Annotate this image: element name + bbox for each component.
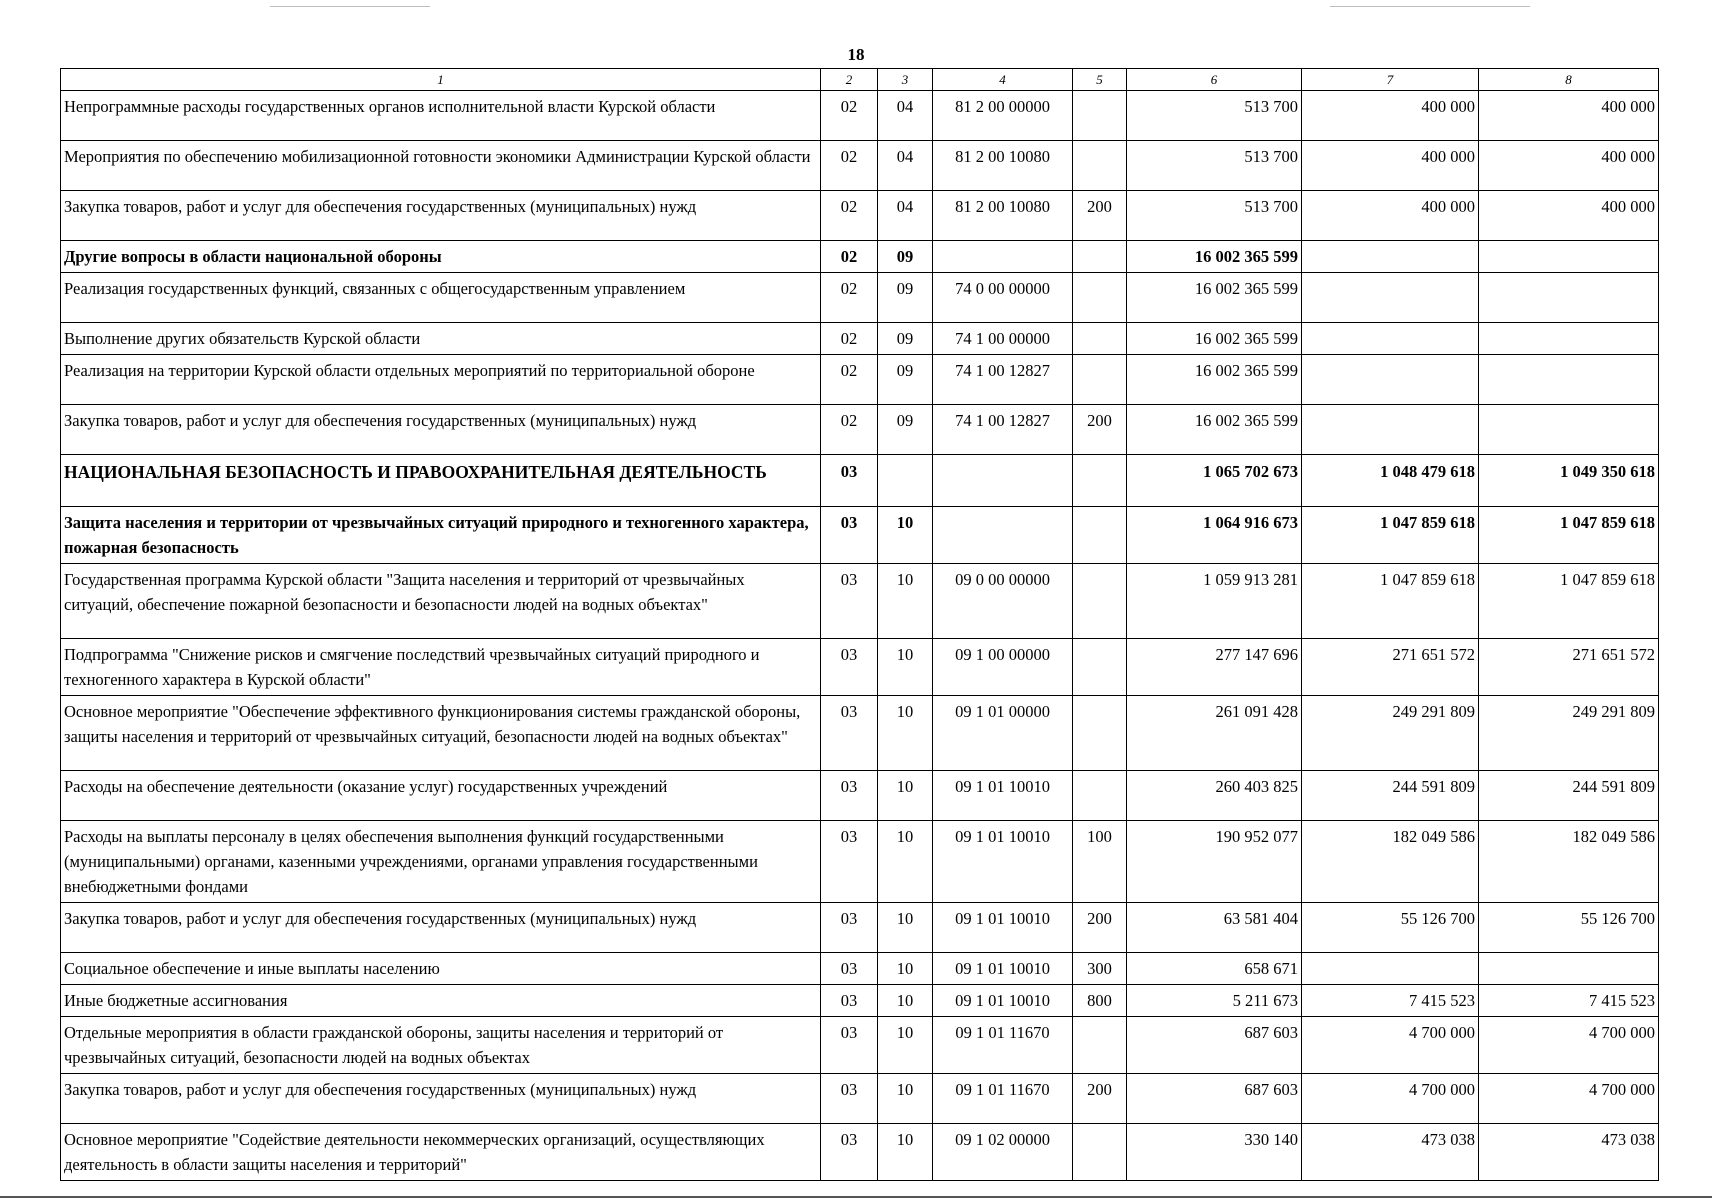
header-cell: 3 [878,69,933,91]
expense-type-cell [1073,1017,1127,1074]
subsection-code-cell: 10 [878,1074,933,1124]
amount-year1-cell: 63 581 404 [1127,903,1302,953]
budget-table [60,68,1659,1181]
subsection-code-cell: 10 [878,696,933,771]
amount-year3-cell: 4 700 000 [1479,1017,1659,1074]
header-cell: 6 [1127,69,1302,91]
scan-artifact-line [270,6,430,7]
section-code-cell: 02 [821,405,878,455]
table-row [61,507,1659,564]
row-name-cell: Основное мероприятие "Обеспечение эффективного функционирования системы гражданской обороны, защиты населения и территорий от чрезвычайных ситуаций, безопасности людей на водных объектах" [61,696,821,771]
expense-type-cell: 800 [1073,985,1127,1017]
amount-year1-cell: 277 147 696 [1127,639,1302,696]
table-row [61,1017,1659,1074]
target-article-cell: 74 1 00 12827 [933,355,1073,405]
amount-year1-cell: 1 065 702 673 [1127,455,1302,507]
subsection-code-cell: 10 [878,507,933,564]
row-name-cell: Отдельные мероприятия в области гражданской обороны, защиты населения и территорий от чрезвычайных ситуаций, безопасности людей на водных объектах [61,1017,821,1074]
amount-year2-cell [1302,241,1479,273]
target-article-cell: 09 1 01 00000 [933,696,1073,771]
expense-type-cell [1073,507,1127,564]
target-article-cell: 09 1 01 10010 [933,985,1073,1017]
table-row [61,355,1659,405]
amount-year1-cell: 658 671 [1127,953,1302,985]
section-code-cell: 03 [821,564,878,639]
amount-year3-cell: 400 000 [1479,141,1659,191]
subsection-code-cell: 10 [878,564,933,639]
header-cell: 4 [933,69,1073,91]
row-name-cell: Непрограммные расходы государственных органов исполнительной власти Курской области [61,91,821,141]
section-code-cell: 02 [821,323,878,355]
section-code-cell: 02 [821,241,878,273]
section-code-cell: 03 [821,821,878,903]
amount-year1-cell: 16 002 365 599 [1127,273,1302,323]
subsection-code-cell: 10 [878,821,933,903]
amount-year3-cell: 400 000 [1479,91,1659,141]
row-name-cell: Расходы на выплаты персоналу в целях обеспечения выполнения функций государственными (муниципальными) органами, казенными учреждениями, органами управления государственными внебюджетными фондами [61,821,821,903]
target-article-cell: 74 1 00 12827 [933,405,1073,455]
target-article-cell: 09 1 01 11670 [933,1017,1073,1074]
subsection-code-cell: 04 [878,191,933,241]
target-article-cell: 81 2 00 00000 [933,91,1073,141]
expense-type-cell [1073,91,1127,141]
amount-year1-cell: 16 002 365 599 [1127,355,1302,405]
table-row [61,696,1659,771]
amount-year2-cell [1302,355,1479,405]
amount-year1-cell: 261 091 428 [1127,696,1302,771]
section-code-cell: 03 [821,1074,878,1124]
target-article-cell: 09 1 01 11670 [933,1074,1073,1124]
amount-year3-cell: 249 291 809 [1479,696,1659,771]
subsection-code-cell: 10 [878,1124,933,1181]
section-code-cell: 02 [821,273,878,323]
row-name-cell: Другие вопросы в области национальной обороны [61,241,821,273]
amount-year1-cell: 687 603 [1127,1017,1302,1074]
header-cell: 2 [821,69,878,91]
expense-type-cell [1073,273,1127,323]
subsection-code-cell: 09 [878,241,933,273]
section-code-cell: 03 [821,985,878,1017]
amount-year3-cell: 55 126 700 [1479,903,1659,953]
target-article-cell: 09 1 01 10010 [933,771,1073,821]
table-row [61,903,1659,953]
table-row [61,953,1659,985]
subsection-code-cell: 09 [878,405,933,455]
row-name-cell: Закупка товаров, работ и услуг для обеспечения государственных (муниципальных) нужд [61,191,821,241]
amount-year3-cell [1479,953,1659,985]
target-article-cell: 09 0 00 00000 [933,564,1073,639]
subsection-code-cell: 10 [878,953,933,985]
section-code-cell: 02 [821,355,878,405]
table-row [61,241,1659,273]
header-cell: 8 [1479,69,1659,91]
target-article-cell: 09 1 02 00000 [933,1124,1073,1181]
expense-type-cell [1073,355,1127,405]
amount-year3-cell [1479,273,1659,323]
row-name-cell: Закупка товаров, работ и услуг для обеспечения государственных (муниципальных) нужд [61,405,821,455]
table-row [61,821,1659,903]
table-header-row [61,69,1659,91]
expense-type-cell: 200 [1073,903,1127,953]
amount-year1-cell: 330 140 [1127,1124,1302,1181]
target-article-cell: 81 2 00 10080 [933,141,1073,191]
amount-year1-cell: 513 700 [1127,91,1302,141]
table-row [61,639,1659,696]
subsection-code-cell: 10 [878,771,933,821]
target-article-cell: 74 1 00 00000 [933,323,1073,355]
amount-year1-cell: 513 700 [1127,141,1302,191]
expense-type-cell: 200 [1073,191,1127,241]
expense-type-cell [1073,455,1127,507]
amount-year3-cell: 1 049 350 618 [1479,455,1659,507]
subsection-code-cell [878,455,933,507]
target-article-cell: 09 1 01 10010 [933,953,1073,985]
expense-type-cell: 100 [1073,821,1127,903]
header-cell: 5 [1073,69,1127,91]
page-bottom-edge [0,1196,1712,1198]
table-row [61,405,1659,455]
expense-type-cell: 200 [1073,1074,1127,1124]
subsection-code-cell: 09 [878,323,933,355]
amount-year3-cell: 271 651 572 [1479,639,1659,696]
section-code-cell: 03 [821,455,878,507]
expense-type-cell [1073,564,1127,639]
row-name-cell: Основное мероприятие "Содействие деятельности некоммерческих организаций, осуществляющих деятельность в области защиты населения и территорий" [61,1124,821,1181]
subsection-code-cell: 04 [878,91,933,141]
row-name-cell: Мероприятия по обеспечению мобилизационной готовности экономики Администрации Курской области [61,141,821,191]
amount-year2-cell [1302,323,1479,355]
amount-year1-cell: 16 002 365 599 [1127,241,1302,273]
amount-year1-cell: 260 403 825 [1127,771,1302,821]
subsection-code-cell: 09 [878,355,933,405]
amount-year1-cell: 513 700 [1127,191,1302,241]
table-row [61,141,1659,191]
target-article-cell [933,507,1073,564]
row-name-cell: Подпрограмма "Снижение рисков и смягчение последствий чрезвычайных ситуаций природного и техногенного характера в Курской области" [61,639,821,696]
amount-year3-cell: 400 000 [1479,191,1659,241]
table-row [61,985,1659,1017]
section-code-cell: 03 [821,903,878,953]
amount-year3-cell: 4 700 000 [1479,1074,1659,1124]
row-name-cell: Расходы на обеспечение деятельности (оказание услуг) государственных учреждений [61,771,821,821]
row-name-cell: Реализация государственных функций, связанных с общегосударственным управлением [61,273,821,323]
amount-year2-cell: 1 047 859 618 [1302,507,1479,564]
amount-year1-cell: 1 059 913 281 [1127,564,1302,639]
amount-year2-cell: 1 047 859 618 [1302,564,1479,639]
section-code-cell: 02 [821,91,878,141]
target-article-cell: 81 2 00 10080 [933,191,1073,241]
table-row [61,1074,1659,1124]
row-name-cell: Защита населения и территории от чрезвычайных ситуаций природного и техногенного характера, пожарная безопасность [61,507,821,564]
table-row [61,91,1659,141]
row-name-cell: Реализация на территории Курской области отдельных мероприятий по территориальной обороне [61,355,821,405]
amount-year3-cell [1479,405,1659,455]
table-row [61,771,1659,821]
amount-year3-cell [1479,355,1659,405]
amount-year1-cell: 16 002 365 599 [1127,323,1302,355]
expense-type-cell [1073,141,1127,191]
row-name-cell: НАЦИОНАЛЬНАЯ БЕЗОПАСНОСТЬ И ПРАВООХРАНИТЕЛЬНАЯ ДЕЯТЕЛЬНОСТЬ [61,455,821,507]
amount-year2-cell: 7 415 523 [1302,985,1479,1017]
subsection-code-cell: 10 [878,903,933,953]
section-code-cell: 02 [821,141,878,191]
section-code-cell: 03 [821,771,878,821]
amount-year2-cell [1302,273,1479,323]
amount-year2-cell: 400 000 [1302,91,1479,141]
target-article-cell: 09 1 01 10010 [933,903,1073,953]
row-name-cell: Закупка товаров, работ и услуг для обеспечения государственных (муниципальных) нужд [61,903,821,953]
section-code-cell: 02 [821,191,878,241]
target-article-cell: 09 1 00 00000 [933,639,1073,696]
amount-year2-cell: 400 000 [1302,191,1479,241]
amount-year2-cell: 271 651 572 [1302,639,1479,696]
amount-year3-cell [1479,241,1659,273]
subsection-code-cell: 10 [878,639,933,696]
target-article-cell [933,455,1073,507]
subsection-code-cell: 09 [878,273,933,323]
expense-type-cell [1073,771,1127,821]
subsection-code-cell: 10 [878,1017,933,1074]
expense-type-cell: 300 [1073,953,1127,985]
subsection-code-cell: 04 [878,141,933,191]
amount-year3-cell: 244 591 809 [1479,771,1659,821]
table-row [61,273,1659,323]
row-name-cell: Государственная программа Курской области "Защита населения и территорий от чрезвычайных ситуаций, обеспечение пожарной безопасности и безопасности людей на водных объектах" [61,564,821,639]
table-row [61,1124,1659,1181]
amount-year1-cell: 1 064 916 673 [1127,507,1302,564]
amount-year2-cell: 1 048 479 618 [1302,455,1479,507]
table-row [61,455,1659,507]
page-number: 18 [847,45,865,64]
amount-year2-cell: 473 038 [1302,1124,1479,1181]
amount-year2-cell: 4 700 000 [1302,1017,1479,1074]
target-article-cell [933,241,1073,273]
amount-year2-cell [1302,405,1479,455]
scan-artifact-line [1330,6,1530,7]
header-cell: 7 [1302,69,1479,91]
amount-year1-cell: 687 603 [1127,1074,1302,1124]
table-row [61,564,1659,639]
amount-year3-cell [1479,323,1659,355]
amount-year3-cell: 1 047 859 618 [1479,507,1659,564]
amount-year2-cell: 400 000 [1302,141,1479,191]
amount-year2-cell: 244 591 809 [1302,771,1479,821]
table-row [61,323,1659,355]
amount-year2-cell: 182 049 586 [1302,821,1479,903]
amount-year1-cell: 16 002 365 599 [1127,405,1302,455]
amount-year2-cell [1302,953,1479,985]
amount-year2-cell: 4 700 000 [1302,1074,1479,1124]
header-cell: 1 [61,69,821,91]
section-code-cell: 03 [821,507,878,564]
target-article-cell: 74 0 00 00000 [933,273,1073,323]
section-code-cell: 03 [821,953,878,985]
expense-type-cell [1073,323,1127,355]
section-code-cell: 03 [821,639,878,696]
amount-year2-cell: 249 291 809 [1302,696,1479,771]
expense-type-cell [1073,1124,1127,1181]
expense-type-cell [1073,241,1127,273]
section-code-cell: 03 [821,1124,878,1181]
expense-type-cell [1073,696,1127,771]
row-name-cell: Иные бюджетные ассигнования [61,985,821,1017]
amount-year1-cell: 190 952 077 [1127,821,1302,903]
expense-type-cell [1073,639,1127,696]
target-article-cell: 09 1 01 10010 [933,821,1073,903]
amount-year3-cell: 473 038 [1479,1124,1659,1181]
section-code-cell: 03 [821,1017,878,1074]
subsection-code-cell: 10 [878,985,933,1017]
amount-year3-cell: 7 415 523 [1479,985,1659,1017]
row-name-cell: Выполнение других обязательств Курской области [61,323,821,355]
amount-year1-cell: 5 211 673 [1127,985,1302,1017]
section-code-cell: 03 [821,696,878,771]
amount-year3-cell: 182 049 586 [1479,821,1659,903]
expense-type-cell: 200 [1073,405,1127,455]
table-row [61,191,1659,241]
row-name-cell: Закупка товаров, работ и услуг для обеспечения государственных (муниципальных) нужд [61,1074,821,1124]
amount-year3-cell: 1 047 859 618 [1479,564,1659,639]
amount-year2-cell: 55 126 700 [1302,903,1479,953]
row-name-cell: Социальное обеспечение и иные выплаты населению [61,953,821,985]
